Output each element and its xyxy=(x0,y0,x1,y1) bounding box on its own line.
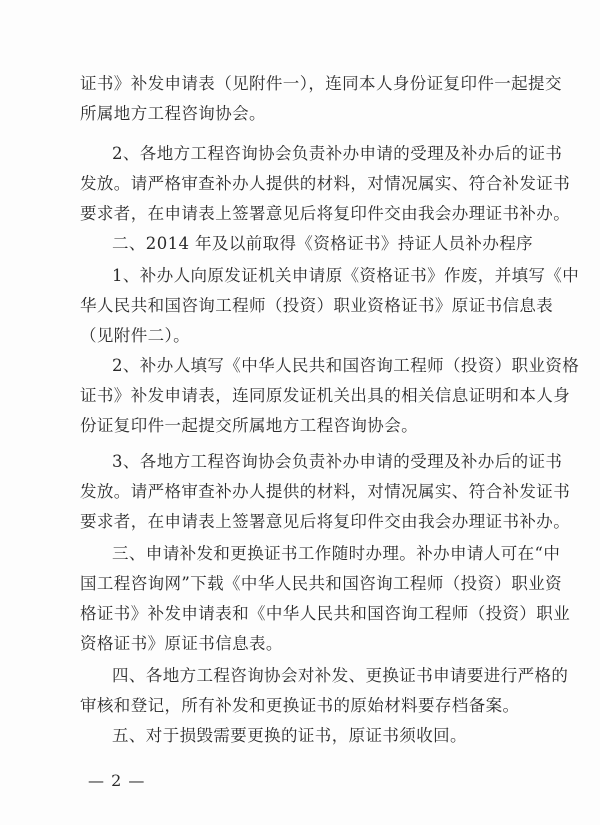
text-line: 审核和登记，所有补发和更换证书的原始材料要存档备案。 xyxy=(80,696,520,715)
text-line: 要求者，在申请表上签署意见后将复印件交由我会办理证书补办。 xyxy=(80,204,571,223)
text-line: 格证书》补发申请表和《中华人民共和国咨询工程师（投资）职业 xyxy=(80,604,571,623)
text-line: 份证复印件一起提交所属地方工程咨询协会。 xyxy=(80,416,418,435)
text-line: 3、各地方工程咨询协会负责补办申请的受理及补办后的证书 xyxy=(112,452,563,471)
text-line: 国工程咨询网”下载《中华人民共和国咨询工程师（投资）职业资 xyxy=(80,574,563,593)
section-heading: 二、2014 年及以前取得《资格证书》持证人员补办程序 xyxy=(112,234,534,253)
text-line: 四、各地方工程咨询协会对补发、更换证书申请要进行严格的 xyxy=(112,666,569,685)
text-line: 所属地方工程咨询协会。 xyxy=(80,104,266,123)
text-line: 华人民共和国咨询工程师（投资）职业资格证书》原证书信息表 xyxy=(80,296,554,315)
text-line: 发放。请严格审查补办人提供的材料，对情况属实、符合补发证书 xyxy=(80,482,571,501)
text-line: 2、各地方工程咨询协会负责补办申请的受理及补办后的证书 xyxy=(112,144,563,163)
text-line: 三、申请补发和更换证书工作随时办理。补办申请人可在“中 xyxy=(112,544,561,563)
text-line: 2、补办人填写《中华人民共和国咨询工程师（投资）职业资格 xyxy=(112,356,580,375)
text-line: 资格证书》原证书信息表。 xyxy=(80,634,283,653)
text-line: 1、补办人向原发证机关申请原《资格证书》作废，并填写《中 xyxy=(112,266,580,285)
text-line: 证书》补发申请表（见附件一），连同本人身份证复印件一起提交 xyxy=(80,74,562,93)
text-line: 发放。请严格审查补办人提供的材料，对情况属实、符合补发证书 xyxy=(80,174,571,193)
text-line: 证书》补发申请表，连同原发证机关出具的相关信息证明和本人身 xyxy=(80,386,571,405)
text-line: 五、对于损毁需要更换的证书，原证书须收回。 xyxy=(112,726,467,745)
text-line: 要求者，在申请表上签署意见后将复印件交由我会办理证书补办。 xyxy=(80,512,571,531)
page-number: — 2 — xyxy=(88,771,146,790)
text-line: （见附件二）。 xyxy=(80,326,191,345)
